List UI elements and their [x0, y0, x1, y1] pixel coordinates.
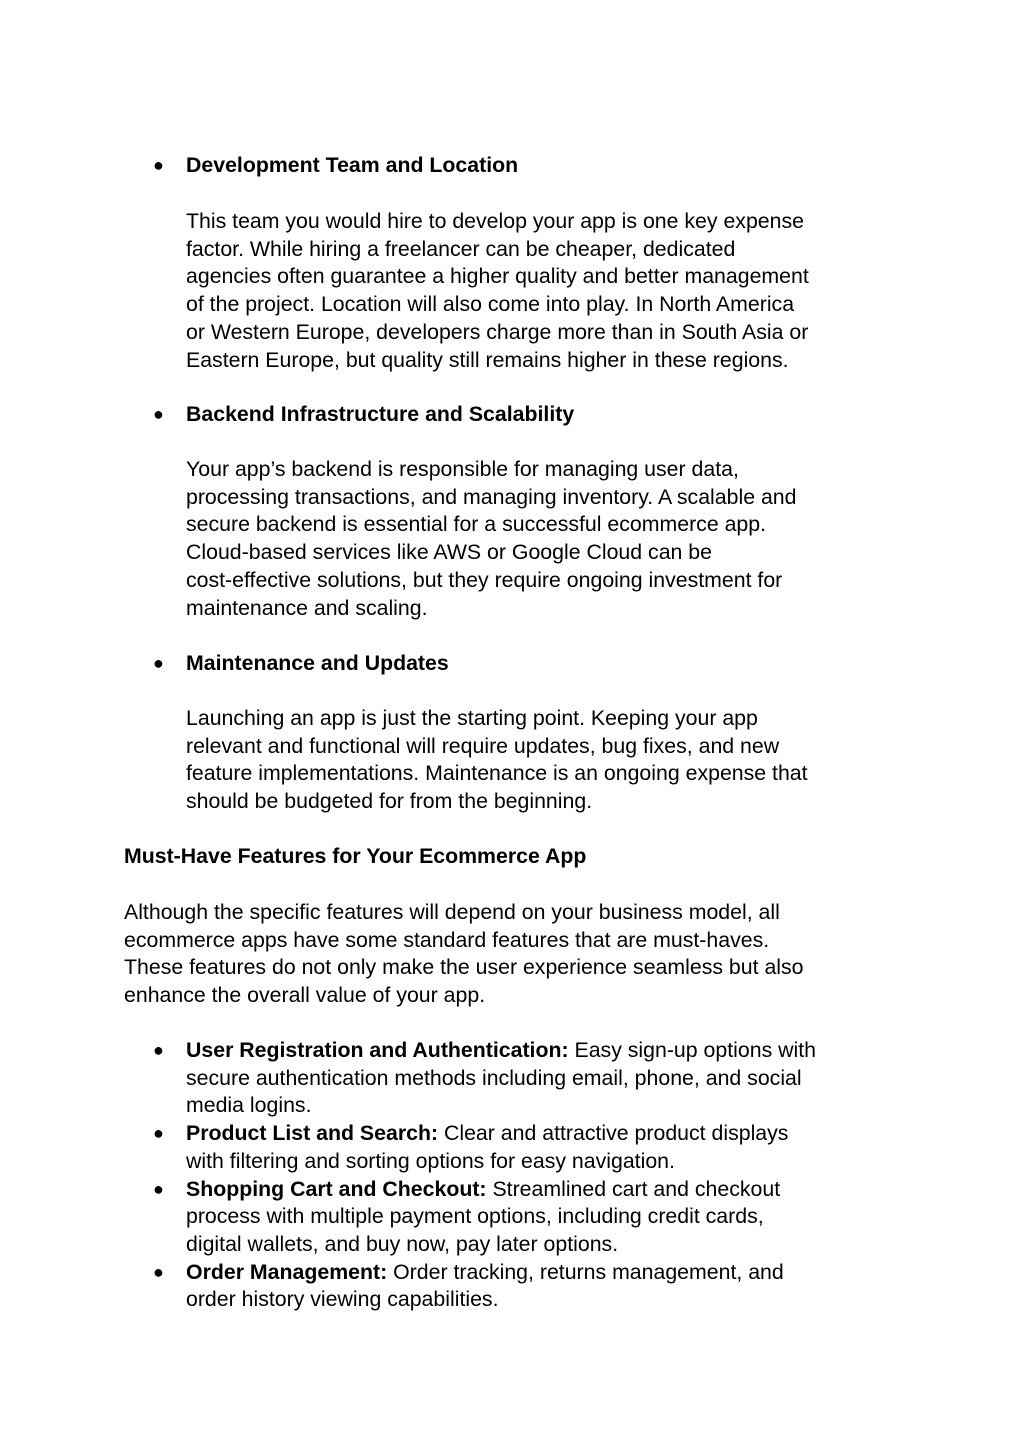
text-line: process with multiple payment options, including credit cards,: [186, 1204, 764, 1229]
text-line: Although the specific features will depend on your business model, all: [124, 900, 780, 924]
text-line: order history viewing capabilities.: [186, 1287, 499, 1312]
bullet-marker: ●: [153, 404, 164, 424]
bullet-marker: ●: [153, 1123, 164, 1144]
paragraph-backend: [186, 456, 906, 622]
text-line: Launching an app is just the starting point. Keeping your app: [186, 706, 758, 730]
text-line: relevant and functional will require updates, bug fixes, and new: [186, 733, 780, 758]
list-item-user-registration: [153, 1037, 916, 1120]
text-line: cost-effective solutions, but they require ongoing investment for: [186, 567, 783, 592]
text-line: media logins.: [186, 1093, 312, 1118]
text-line: These features do not only make the user experience seamless but also: [124, 955, 804, 980]
text-line: Eastern Europe, but quality still remains higher in these regions.: [186, 347, 789, 372]
feature-description: Order tracking, returns management, and: [387, 1259, 784, 1284]
text-line: of the project. Location will also come into play. In North America: [186, 292, 795, 317]
features-list: [153, 1037, 916, 1314]
text-line: should be budgeted for from the beginning.: [186, 789, 593, 814]
section-heading-must-have-features: Must-Have Features for Your Ecommerce App: [124, 844, 587, 868]
text-line: Cloud-based services like AWS or Google Cloud can be: [186, 540, 712, 565]
text-line: maintenance and scaling.: [186, 595, 428, 620]
text-line: secure backend is essential for a successful ecommerce app.: [186, 512, 767, 537]
text-line: processing transactions, and managing inventory. A scalable and: [186, 484, 797, 509]
bullet-marker: ●: [153, 1261, 164, 1282]
text-line: This team you would hire to develop your app is one key expense: [186, 209, 804, 233]
bullet-heading-development-team: Development Team and Location: [186, 153, 519, 177]
feature-label: User Registration and Authentication:: [186, 1038, 569, 1062]
bullet-heading-maintenance: Maintenance and Updates: [186, 651, 449, 675]
paragraph-development-team: [186, 208, 906, 374]
text-line: agencies often guarantee a higher quality and better management: [186, 264, 809, 289]
text-line: factor. While hiring a freelancer can be cheaper, dedicated: [186, 236, 736, 261]
feature-description: Clear and attractive product displays: [438, 1121, 789, 1146]
bullet-marker: ●: [153, 1040, 164, 1060]
feature-description: Easy sign-up options with: [568, 1038, 817, 1062]
text-line: enhance the overall value of your app.: [124, 983, 486, 1008]
feature-label: Order Management:: [186, 1259, 388, 1284]
bullet-marker: ●: [153, 155, 164, 175]
text-line: secure authentication methods including email, phone, and social: [186, 1065, 802, 1090]
bullet-heading-backend: Backend Infrastructure and Scalability: [186, 402, 575, 426]
text-line: ecommerce apps have some standard features that are must-haves.: [124, 927, 770, 952]
bullet-marker: ●: [153, 653, 164, 673]
list-item-shopping-cart: [153, 1176, 916, 1259]
bullet-marker: ●: [153, 1178, 164, 1199]
text-line: with filtering and sorting options for easy navigation.: [186, 1148, 675, 1173]
feature-label: Product List and Search:: [186, 1121, 439, 1146]
feature-description: Streamlined cart and checkout: [486, 1176, 781, 1201]
text-line: Your app’s backend is responsible for managing user data,: [186, 457, 739, 481]
text-line: feature implementations. Maintenance is an ongoing expense that: [186, 761, 808, 786]
list-item-product-list: [153, 1120, 916, 1175]
text-line: digital wallets, and buy now, pay later options.: [186, 1231, 619, 1256]
list-item-order-management: [153, 1259, 916, 1314]
feature-label: Shopping Cart and Checkout:: [186, 1176, 487, 1201]
paragraph-maintenance: [186, 705, 906, 816]
paragraph-features-intro: [124, 899, 904, 1010]
text-line: or Western Europe, developers charge more than in South Asia or: [186, 319, 809, 344]
